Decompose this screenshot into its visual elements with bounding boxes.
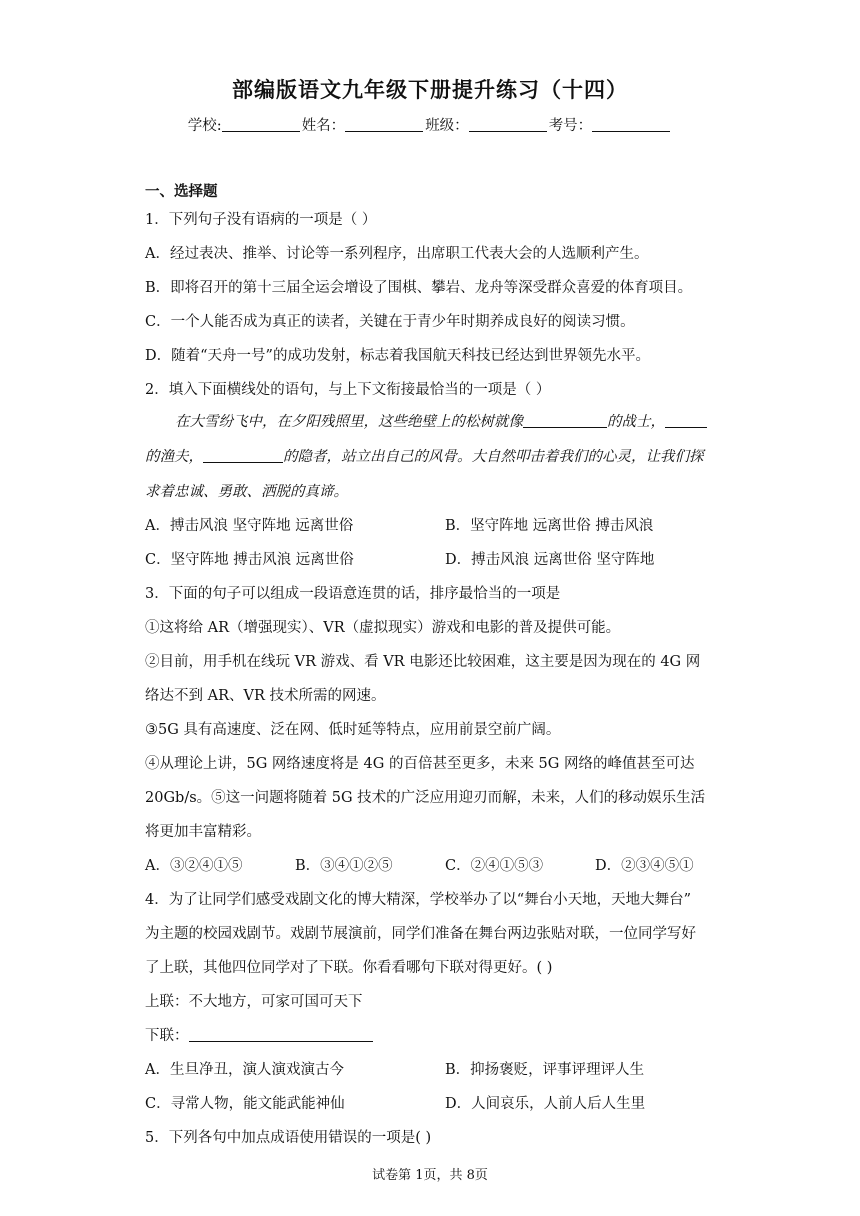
q1-option-b[interactable]: B．即将召开的第十三届全运会增设了围棋、攀岩、龙舟等深受群众喜爱的体育项目。 [145, 280, 693, 296]
exam-no-label: 考号： [548, 118, 593, 134]
school-blank[interactable] [222, 117, 300, 132]
q3-sentence-1: ①这将给 AR（增强现实）、VR（虚拟现实）游戏和电影的普及提供可能。 [145, 620, 621, 636]
q4-lower-blank[interactable] [189, 1027, 373, 1042]
q1-stem: 1．下列句子没有语病的一项是（ ） [145, 212, 377, 228]
q3-sentence-4c: 将更加丰富精彩。 [145, 824, 261, 840]
q1-option-c[interactable]: C．一个人能否成为真正的读者，关键在于青少年时期养成良好的阅读习惯。 [145, 314, 635, 330]
q2-passage-text: 在大雪纷飞中，在夕阳残照里，这些绝壁上的松树就像 [175, 414, 523, 430]
q2-blank-3[interactable] [203, 448, 283, 463]
q2-option-b[interactable]: B．坚守阵地 远离世俗 搏击风浪 [445, 518, 654, 534]
q2-passage-line1 [175, 410, 707, 431]
q3-option-a[interactable]: A．③②④①⑤ [145, 858, 243, 874]
class-blank[interactable] [469, 117, 547, 132]
q3-sentence-3: ③5G 具有高速度、泛在网、低时延等特点，应用前景空前广阔。 [145, 722, 561, 738]
q4-lower-couplet [145, 1024, 373, 1045]
q4-option-a[interactable]: A．生旦净丑，演人演戏演古今 [145, 1062, 344, 1078]
q2-blank-2[interactable] [665, 413, 707, 428]
q3-option-c[interactable]: C．②④①⑤③ [445, 858, 544, 874]
q4-option-b[interactable]: B．抑扬褒贬，评事评理评人生 [445, 1062, 645, 1078]
section-title: 一、选择题 [145, 184, 218, 200]
q4-upper-couplet: 上联：不大地方，可家可国可天下 [145, 994, 363, 1010]
q4-stem-line1: 4．为了让同学们感受戏剧文化的博大精深，学校举办了以“舞台小天地，天地大舞台” [145, 892, 692, 908]
q2-passage-text: 的隐者，站立出自己的风骨。大自然叩击着我们的心灵，让我们探 [283, 449, 704, 465]
q2-option-c[interactable]: C．坚守阵地 搏击风浪 远离世俗 [145, 552, 354, 568]
q1-option-d[interactable]: D．随着“天舟一号”的成功发射，标志着我国航天科技已经达到世界领先水平。 [145, 348, 650, 364]
q2-stem: 2．填入下面横线处的语句，与上下文衔接最恰当的一项是（ ） [145, 382, 551, 398]
q4-option-d[interactable]: D．人间哀乐，人前人后人生里 [445, 1096, 646, 1112]
q3-sentence-2b: 络达不到 AR、VR 技术所需的网速。 [145, 688, 386, 704]
name-label: 姓名： [301, 118, 346, 134]
q2-passage-line3: 求着忠诚、勇敢、洒脱的真谛。 [145, 484, 348, 500]
q2-passage-text: 的战士， [607, 414, 665, 430]
page-title: 部编版语文九年级下册提升练习（十四） [232, 78, 628, 102]
q2-option-d[interactable]: D．搏击风浪 远离世俗 坚守阵地 [445, 552, 655, 568]
q3-option-d[interactable]: D．②③④⑤① [595, 858, 694, 874]
q2-option-a[interactable]: A．搏击风浪 坚守阵地 远离世俗 [145, 518, 354, 534]
q2-passage-line2 [145, 445, 704, 466]
q4-stem-line2: 为主题的校园戏剧节。戏剧节展演前，同学们准备在舞台两边张贴对联，一位同学写好 [145, 926, 696, 942]
q3-sentence-4a: ④从理论上讲，5G 网络速度将是 4G 的百倍甚至更多，未来 5G 网络的峰值甚至可达 [145, 756, 695, 772]
school-label: 学校: [187, 118, 222, 134]
q5-stem: 5．下列各句中加点成语使用错误的一项是( ) [145, 1130, 432, 1146]
q2-blank-1[interactable] [523, 413, 607, 428]
exam-no-blank[interactable] [592, 117, 670, 132]
q3-sentence-2a: ②目前，用手机在线玩 VR 游戏、看 VR 电影还比较困难，这主要是因为现在的 4G 网 [145, 654, 701, 670]
name-blank[interactable] [345, 117, 423, 132]
page-footer: 试卷第 1页，共 8页 [372, 1168, 488, 1183]
q2-passage-text: 的渔夫， [145, 449, 203, 465]
q4-option-c[interactable]: C．寻常人物，能文能武能神仙 [145, 1096, 345, 1112]
q3-stem: 3．下面的句子可以组成一段语意连贯的话，排序最恰当的一项是 [145, 586, 561, 602]
q3-option-b[interactable]: B．③④①②⑤ [295, 858, 393, 874]
q4-lower-label: 下联： [145, 1028, 189, 1044]
q3-sentence-4b: 20Gb/s。⑤这一问题将随着 5G 技术的广泛应用迎刃而解，未来，人们的移动娱乐生活 [145, 790, 706, 806]
class-label: 班级： [425, 118, 469, 134]
q1-option-a[interactable]: A．经过表决、推举、讨论等一系列程序，出席职工代表大会的人选顺利产生。 [145, 246, 649, 262]
q4-stem-line3: 了上联，其他四位同学对了下联。你看看哪句下联对得更好。( ) [145, 960, 553, 976]
student-info-line [0, 114, 860, 135]
